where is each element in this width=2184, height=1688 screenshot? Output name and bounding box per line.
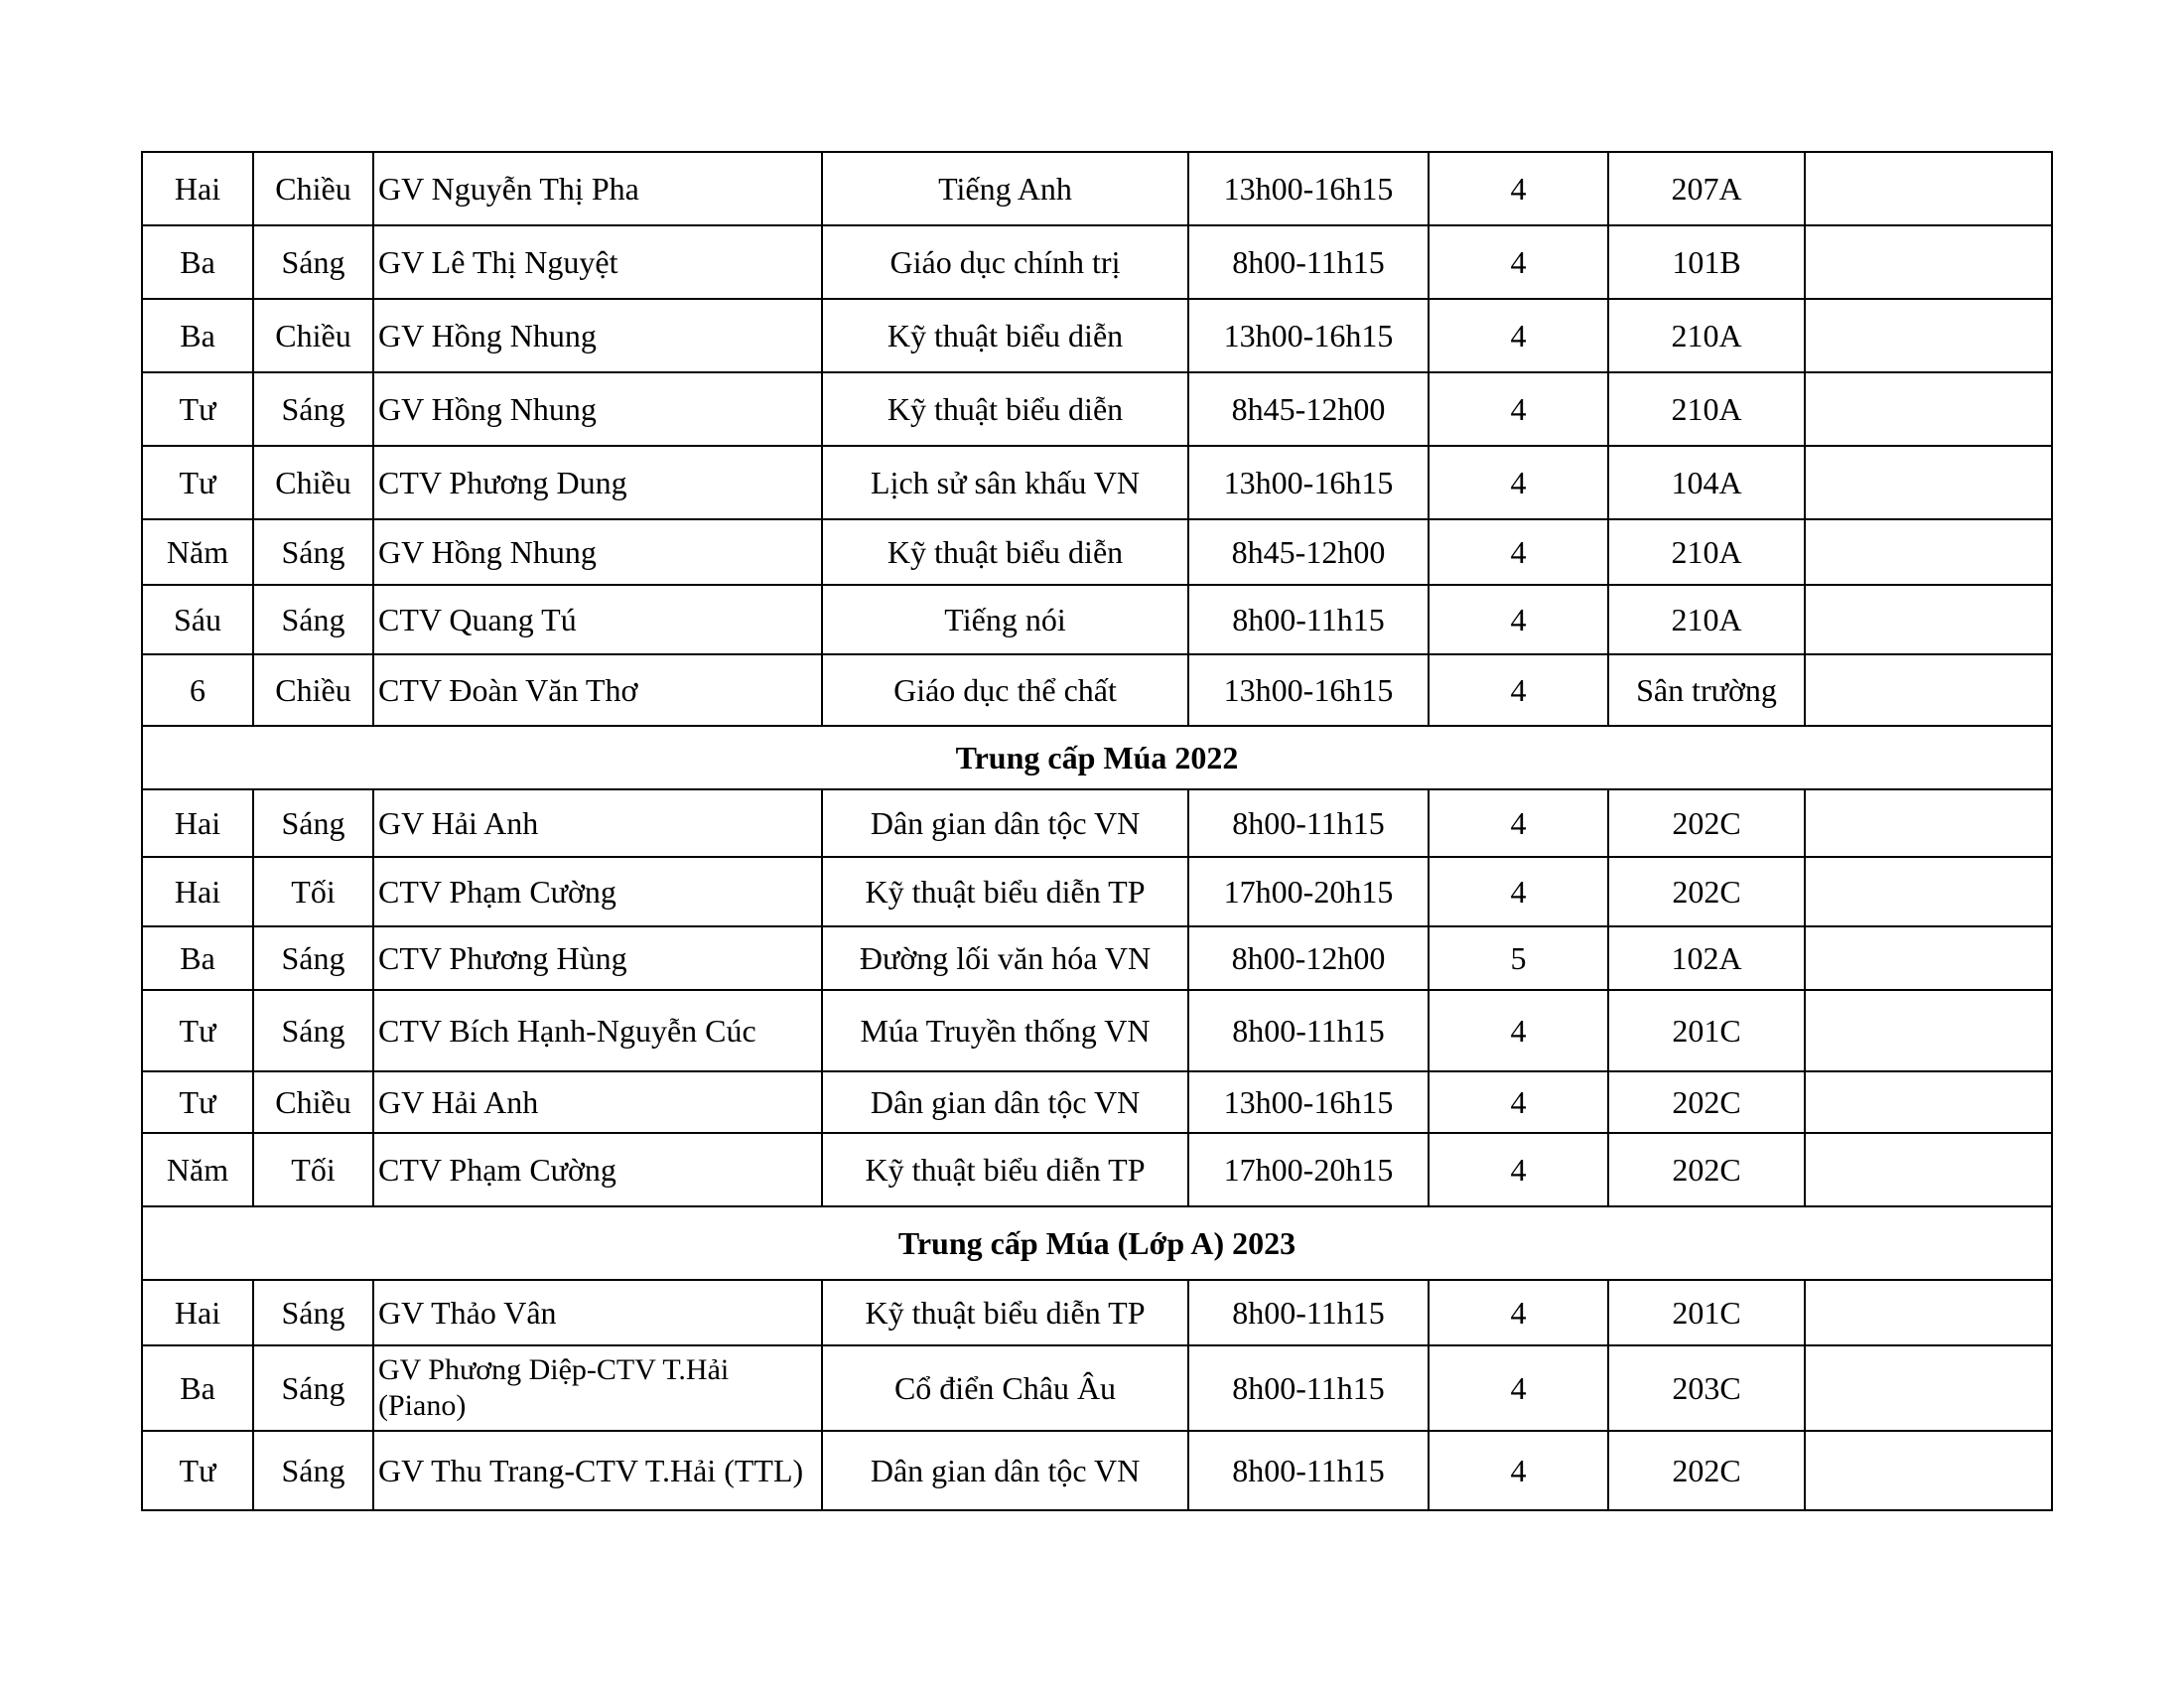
day-cell: Năm (142, 519, 253, 585)
room-cell: 210A (1608, 299, 1805, 372)
subject-cell: Giáo dục thể chất (822, 654, 1188, 726)
day-cell: Hai (142, 1280, 253, 1345)
time-cell: 8h45-12h00 (1188, 519, 1429, 585)
teacher-cell: GV Hồng Nhung (373, 299, 822, 372)
subject-cell: Kỹ thuật biểu diễn (822, 519, 1188, 585)
day-cell: Năm (142, 1133, 253, 1206)
teacher-cell: GV Lê Thị Nguyệt (373, 225, 822, 299)
subject-cell: Kỹ thuật biểu diễn TP (822, 857, 1188, 926)
periods-cell: 4 (1429, 1431, 1608, 1510)
periods-cell: 4 (1429, 990, 1608, 1071)
session-cell: Sáng (253, 789, 373, 857)
teacher-cell: CTV Phạm Cường (373, 857, 822, 926)
time-cell: 8h00-11h15 (1188, 789, 1429, 857)
schedule-row (142, 1071, 2052, 1133)
day-cell: Tư (142, 446, 253, 519)
periods-cell: 5 (1429, 926, 1608, 990)
session-cell: Sáng (253, 519, 373, 585)
note-cell (1805, 1280, 2052, 1345)
teacher-cell: GV Hồng Nhung (373, 372, 822, 446)
periods-cell: 4 (1429, 654, 1608, 726)
room-cell: 102A (1608, 926, 1805, 990)
teacher-cell: CTV Phương Dung (373, 446, 822, 519)
note-cell (1805, 857, 2052, 926)
time-cell: 17h00-20h15 (1188, 1133, 1429, 1206)
day-cell: Ba (142, 1345, 253, 1431)
note-cell (1805, 372, 2052, 446)
session-cell: Sáng (253, 990, 373, 1071)
subject-cell: Kỹ thuật biểu diễn (822, 372, 1188, 446)
schedule-row (142, 519, 2052, 585)
periods-cell: 4 (1429, 585, 1608, 654)
schedule-row (142, 372, 2052, 446)
teacher-cell: GV Hồng Nhung (373, 519, 822, 585)
time-cell: 8h00-11h15 (1188, 1345, 1429, 1431)
schedule-row (142, 1345, 2052, 1431)
time-cell: 8h00-11h15 (1188, 585, 1429, 654)
session-cell: Sáng (253, 926, 373, 990)
schedule-row (142, 1431, 2052, 1510)
section-title: Trung cấp Múa (Lớp A) 2023 (142, 1206, 2052, 1280)
time-cell: 8h45-12h00 (1188, 372, 1429, 446)
subject-cell: Tiếng nói (822, 585, 1188, 654)
schedule-row (142, 152, 2052, 225)
teacher-cell: CTV Phạm Cường (373, 1133, 822, 1206)
section-header-row (142, 1206, 2052, 1280)
day-cell: 6 (142, 654, 253, 726)
teacher-cell: GV Hải Anh (373, 789, 822, 857)
session-cell: Chiều (253, 446, 373, 519)
note-cell (1805, 1133, 2052, 1206)
schedule-row (142, 789, 2052, 857)
time-cell: 8h00-12h00 (1188, 926, 1429, 990)
session-cell: Sáng (253, 225, 373, 299)
session-cell: Sáng (253, 1280, 373, 1345)
day-cell: Ba (142, 926, 253, 990)
section-header-row (142, 726, 2052, 789)
session-cell: Tối (253, 1133, 373, 1206)
subject-cell: Kỹ thuật biểu diễn TP (822, 1133, 1188, 1206)
schedule-row (142, 1133, 2052, 1206)
room-cell: 202C (1608, 857, 1805, 926)
room-cell: Sân trường (1608, 654, 1805, 726)
room-cell: 210A (1608, 519, 1805, 585)
session-cell: Sáng (253, 1345, 373, 1431)
teacher-cell: GV Nguyễn Thị Pha (373, 152, 822, 225)
note-cell (1805, 990, 2052, 1071)
schedule-row (142, 990, 2052, 1071)
room-cell: 210A (1608, 585, 1805, 654)
periods-cell: 4 (1429, 1071, 1608, 1133)
room-cell: 101B (1608, 225, 1805, 299)
time-cell: 13h00-16h15 (1188, 299, 1429, 372)
note-cell (1805, 225, 2052, 299)
time-cell: 13h00-16h15 (1188, 654, 1429, 726)
note-cell (1805, 299, 2052, 372)
day-cell: Hai (142, 152, 253, 225)
day-cell: Hai (142, 857, 253, 926)
subject-cell: Giáo dục chính trị (822, 225, 1188, 299)
session-cell: Chiều (253, 299, 373, 372)
session-cell: Sáng (253, 372, 373, 446)
subject-cell: Kỹ thuật biểu diễn (822, 299, 1188, 372)
day-cell: Sáu (142, 585, 253, 654)
day-cell: Ba (142, 299, 253, 372)
schedule-row (142, 857, 2052, 926)
day-cell: Hai (142, 789, 253, 857)
periods-cell: 4 (1429, 857, 1608, 926)
schedule-row (142, 654, 2052, 726)
note-cell (1805, 1431, 2052, 1510)
periods-cell: 4 (1429, 789, 1608, 857)
schedule-row (142, 299, 2052, 372)
time-cell: 13h00-16h15 (1188, 446, 1429, 519)
subject-cell: Cổ điển Châu Âu (822, 1345, 1188, 1431)
schedule-row (142, 446, 2052, 519)
room-cell: 201C (1608, 1280, 1805, 1345)
day-cell: Tư (142, 1071, 253, 1133)
time-cell: 8h00-11h15 (1188, 1431, 1429, 1510)
note-cell (1805, 1345, 2052, 1431)
periods-cell: 4 (1429, 152, 1608, 225)
room-cell: 202C (1608, 1071, 1805, 1133)
schedule-row (142, 1280, 2052, 1345)
day-cell: Ba (142, 225, 253, 299)
periods-cell: 4 (1429, 372, 1608, 446)
note-cell (1805, 789, 2052, 857)
note-cell (1805, 152, 2052, 225)
periods-cell: 4 (1429, 446, 1608, 519)
note-cell (1805, 926, 2052, 990)
time-cell: 8h00-11h15 (1188, 990, 1429, 1071)
room-cell: 202C (1608, 1431, 1805, 1510)
subject-cell: Kỹ thuật biểu diễn TP (822, 1280, 1188, 1345)
teacher-cell: GV Thảo Vân (373, 1280, 822, 1345)
day-cell: Tư (142, 990, 253, 1071)
section-title: Trung cấp Múa 2022 (142, 726, 2052, 789)
subject-cell: Dân gian dân tộc VN (822, 1431, 1188, 1510)
note-cell (1805, 1071, 2052, 1133)
session-cell: Tối (253, 857, 373, 926)
schedule-row (142, 926, 2052, 990)
teacher-cell: CTV Đoàn Văn Thơ (373, 654, 822, 726)
schedule-table (141, 151, 2053, 1511)
periods-cell: 4 (1429, 1280, 1608, 1345)
time-cell: 13h00-16h15 (1188, 152, 1429, 225)
periods-cell: 4 (1429, 1345, 1608, 1431)
teacher-cell: CTV Bích Hạnh-Nguyễn Cúc (373, 990, 822, 1071)
session-cell: Sáng (253, 585, 373, 654)
session-cell: Sáng (253, 1431, 373, 1510)
session-cell: Chiều (253, 152, 373, 225)
room-cell: 202C (1608, 1133, 1805, 1206)
teacher-cell: GV Thu Trang-CTV T.Hải (TTL) (373, 1431, 822, 1510)
subject-cell: Tiếng Anh (822, 152, 1188, 225)
note-cell (1805, 519, 2052, 585)
time-cell: 8h00-11h15 (1188, 225, 1429, 299)
schedule-row (142, 225, 2052, 299)
subject-cell: Múa Truyền thống VN (822, 990, 1188, 1071)
teacher-cell: CTV Phương Hùng (373, 926, 822, 990)
time-cell: 13h00-16h15 (1188, 1071, 1429, 1133)
periods-cell: 4 (1429, 1133, 1608, 1206)
session-cell: Chiều (253, 654, 373, 726)
room-cell: 210A (1608, 372, 1805, 446)
note-cell (1805, 654, 2052, 726)
day-cell: Tư (142, 372, 253, 446)
subject-cell: Lịch sử sân khấu VN (822, 446, 1188, 519)
teacher-cell: CTV Quang Tú (373, 585, 822, 654)
time-cell: 17h00-20h15 (1188, 857, 1429, 926)
subject-cell: Dân gian dân tộc VN (822, 789, 1188, 857)
room-cell: 202C (1608, 789, 1805, 857)
note-cell (1805, 446, 2052, 519)
subject-cell: Đường lối văn hóa VN (822, 926, 1188, 990)
time-cell: 8h00-11h15 (1188, 1280, 1429, 1345)
room-cell: 207A (1608, 152, 1805, 225)
subject-cell: Dân gian dân tộc VN (822, 1071, 1188, 1133)
teacher-cell: GV Phương Diệp-CTV T.Hải (Piano) (373, 1345, 822, 1431)
note-cell (1805, 585, 2052, 654)
session-cell: Chiều (253, 1071, 373, 1133)
day-cell: Tư (142, 1431, 253, 1510)
room-cell: 203C (1608, 1345, 1805, 1431)
periods-cell: 4 (1429, 299, 1608, 372)
schedule-row (142, 585, 2052, 654)
room-cell: 104A (1608, 446, 1805, 519)
room-cell: 201C (1608, 990, 1805, 1071)
periods-cell: 4 (1429, 225, 1608, 299)
periods-cell: 4 (1429, 519, 1608, 585)
teacher-cell: GV Hải Anh (373, 1071, 822, 1133)
